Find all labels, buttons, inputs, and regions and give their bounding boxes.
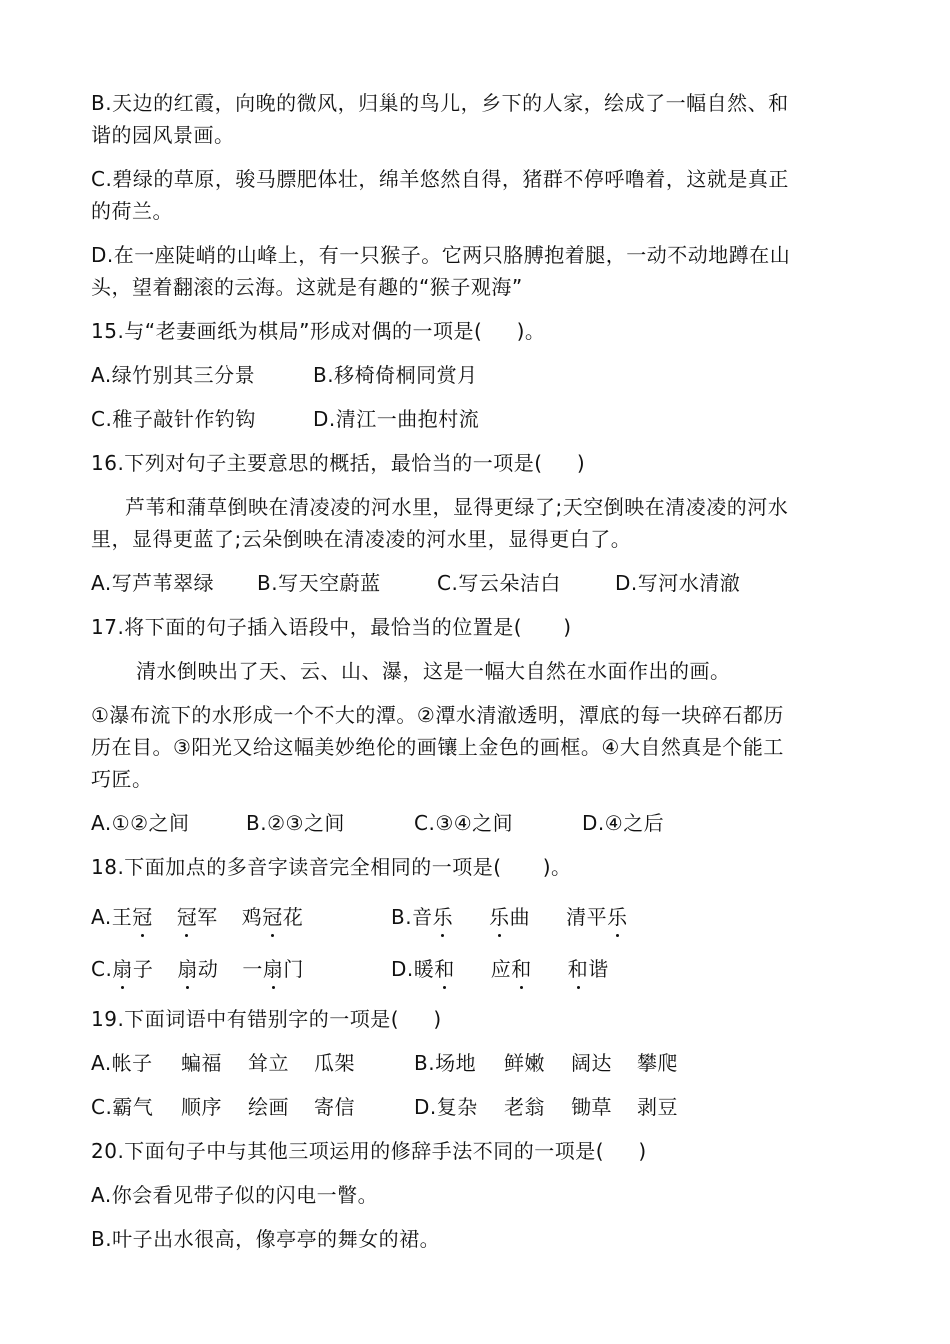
word-char: 清平	[566, 905, 608, 929]
q15-option-d: D.清江一曲抱村流	[313, 407, 480, 431]
word: D.复杂	[414, 1095, 478, 1119]
word-char: 谐	[588, 957, 609, 981]
q19-option-c	[91, 1092, 414, 1122]
q15-options-row1	[91, 360, 851, 390]
word-char: 王	[111, 905, 133, 929]
q17-question: 17.将下面的句子插入语段中，最恰当的位置是( )	[91, 615, 572, 639]
dotted-char: 和	[568, 954, 589, 984]
dotted-char: 冠	[262, 902, 283, 932]
option-label: D.	[391, 957, 414, 981]
q20-option-b: B.叶子出水很高，像亭亭的舞女的裙。	[91, 1227, 441, 1251]
q16-option-a: A.写芦苇翠绿	[91, 571, 215, 595]
q15-options-row2	[91, 404, 851, 434]
word-char: 一	[242, 957, 263, 981]
text-line: C.碧绿的草原，骏马膘肥体壮，绵羊悠然自得，猪群不停呼噜着，这就是真正	[91, 167, 789, 191]
q14-option-d	[91, 240, 851, 302]
word: 寄信	[314, 1095, 355, 1119]
word: 老翁	[504, 1095, 545, 1119]
q18-options-row1	[91, 902, 851, 932]
q15-option-c: C.稚子敲针作钓钩	[91, 407, 256, 431]
word: 攀爬	[637, 1051, 678, 1075]
q18-option-c	[91, 954, 391, 984]
q18-option-d	[391, 954, 609, 984]
q19-options-row2	[91, 1092, 851, 1122]
q17-options	[91, 808, 851, 838]
word-char: 门	[283, 957, 304, 981]
q14-option-c	[91, 164, 851, 226]
q19-option-d	[414, 1092, 678, 1122]
word: 耸立	[248, 1051, 289, 1075]
dotted-char: 扇	[112, 954, 133, 984]
dotted-char: 冠	[132, 902, 153, 932]
word-char: 鸡	[241, 905, 263, 929]
q19-question: 19.下面词语中有错别字的一项是( )	[91, 1007, 442, 1031]
word-char: 音	[412, 905, 433, 929]
q18-question: 18.下面加点的多音字读音完全相同的一项是( )。	[91, 855, 572, 879]
q17-option-d: D.④之后	[582, 811, 665, 835]
q18-option-b	[391, 902, 628, 932]
dotted-char: 乐	[607, 902, 628, 932]
text-line: 谐的园风景画。	[91, 123, 235, 147]
word: 蝙福	[181, 1051, 222, 1075]
option-label: A.	[91, 905, 112, 929]
word: 瓜架	[314, 1051, 355, 1075]
q17-sentence: 清水倒映出了天、云、山、瀑，这是一幅大自然在水面作出的画。	[136, 659, 731, 683]
dotted-char: 和	[434, 954, 455, 984]
q17-paragraph: 巧匠。	[91, 767, 153, 791]
q16-options	[91, 568, 851, 598]
q16-passage: 里，显得更蓝了;云朵倒映在清凌凌的河水里，显得更白了。	[91, 527, 632, 551]
word: 顺序	[181, 1095, 222, 1119]
word-char: 曲	[509, 905, 531, 929]
q17-option-b: B.②③之间	[246, 811, 345, 835]
dotted-char: 乐	[433, 902, 454, 932]
q14-option-b	[91, 88, 851, 150]
word-char: 军	[197, 905, 218, 929]
word: 剥豆	[637, 1095, 678, 1119]
q19-option-a	[91, 1048, 414, 1078]
word-char: 暖	[413, 957, 435, 981]
text-line: 的荷兰。	[91, 199, 173, 223]
q19-options-row1	[91, 1048, 851, 1078]
q16-option-d: D.写河水清澈	[615, 571, 741, 595]
q20-option-a: A.你会看见带子似的闪电一瞥。	[91, 1183, 379, 1207]
dotted-char: 乐	[489, 902, 510, 932]
q20-question: 20.下面句子中与其他三项运用的修辞手法不同的一项是( )	[91, 1139, 647, 1163]
q16-option-c: C.写云朵洁白	[437, 571, 561, 595]
q16-question: 16.下列对句子主要意思的概括，最恰当的一项是( )	[91, 451, 586, 475]
option-label: B.	[391, 905, 413, 929]
exam-page	[91, 88, 851, 1254]
q15-option-b: B.移椅倚桐同赏月	[313, 363, 478, 387]
q17-paragraph: ①瀑布流下的水形成一个不大的潭。②潭水清澈透明，潭底的每一块碎石都历	[91, 703, 784, 727]
q18-option-a	[91, 902, 391, 932]
dotted-char: 扇	[177, 954, 198, 984]
word: 绘画	[248, 1095, 289, 1119]
dotted-char: 和	[511, 954, 532, 984]
word: A.帐子	[91, 1051, 153, 1075]
word: B.场地	[414, 1051, 477, 1075]
q17-paragraph: 历在目。③阳光又给这幅美妙绝伦的画镶上金色的画框。④大自然真是个能工	[91, 735, 784, 759]
q15-option-a: A.绿竹别其三分景	[91, 363, 256, 387]
dotted-char: 冠	[177, 902, 198, 932]
q15-question: 15.与“老妻画纸为棋局”形成对偶的一项是( )。	[91, 319, 546, 343]
word: 锄草	[571, 1095, 612, 1119]
dotted-char: 扇	[263, 954, 284, 984]
option-label: C.	[91, 957, 113, 981]
word-char: 应	[490, 957, 512, 981]
q17-option-c: C.③④之间	[414, 811, 514, 835]
q18-options-row2	[91, 954, 851, 984]
q19-option-b	[414, 1048, 678, 1078]
q17-option-a: A.①②之间	[91, 811, 190, 835]
word: C.霸气	[91, 1095, 154, 1119]
word: 阔达	[571, 1051, 612, 1075]
q16-passage: 芦苇和蒲草倒映在清凌凌的河水里，显得更绿了;天空倒映在清凌凌的河水	[125, 495, 789, 519]
text-line: B.天边的红霞，向晚的微风，归巢的鸟儿，乡下的人家，绘成了一幅自然、和	[91, 91, 789, 115]
text-line: 头，望着翻滚的云海。这就是有趣的“猴子观海”	[91, 275, 523, 299]
word-char: 动	[197, 957, 219, 981]
word-char: 子	[132, 957, 154, 981]
q16-option-b: B.写天空蔚蓝	[257, 571, 381, 595]
word: 鲜嫩	[504, 1051, 545, 1075]
word-char: 花	[282, 905, 304, 929]
text-line: D.在一座陡峭的山峰上，有一只猴子。它两只胳膊抱着腿，一动不动地蹲在山	[91, 243, 791, 267]
